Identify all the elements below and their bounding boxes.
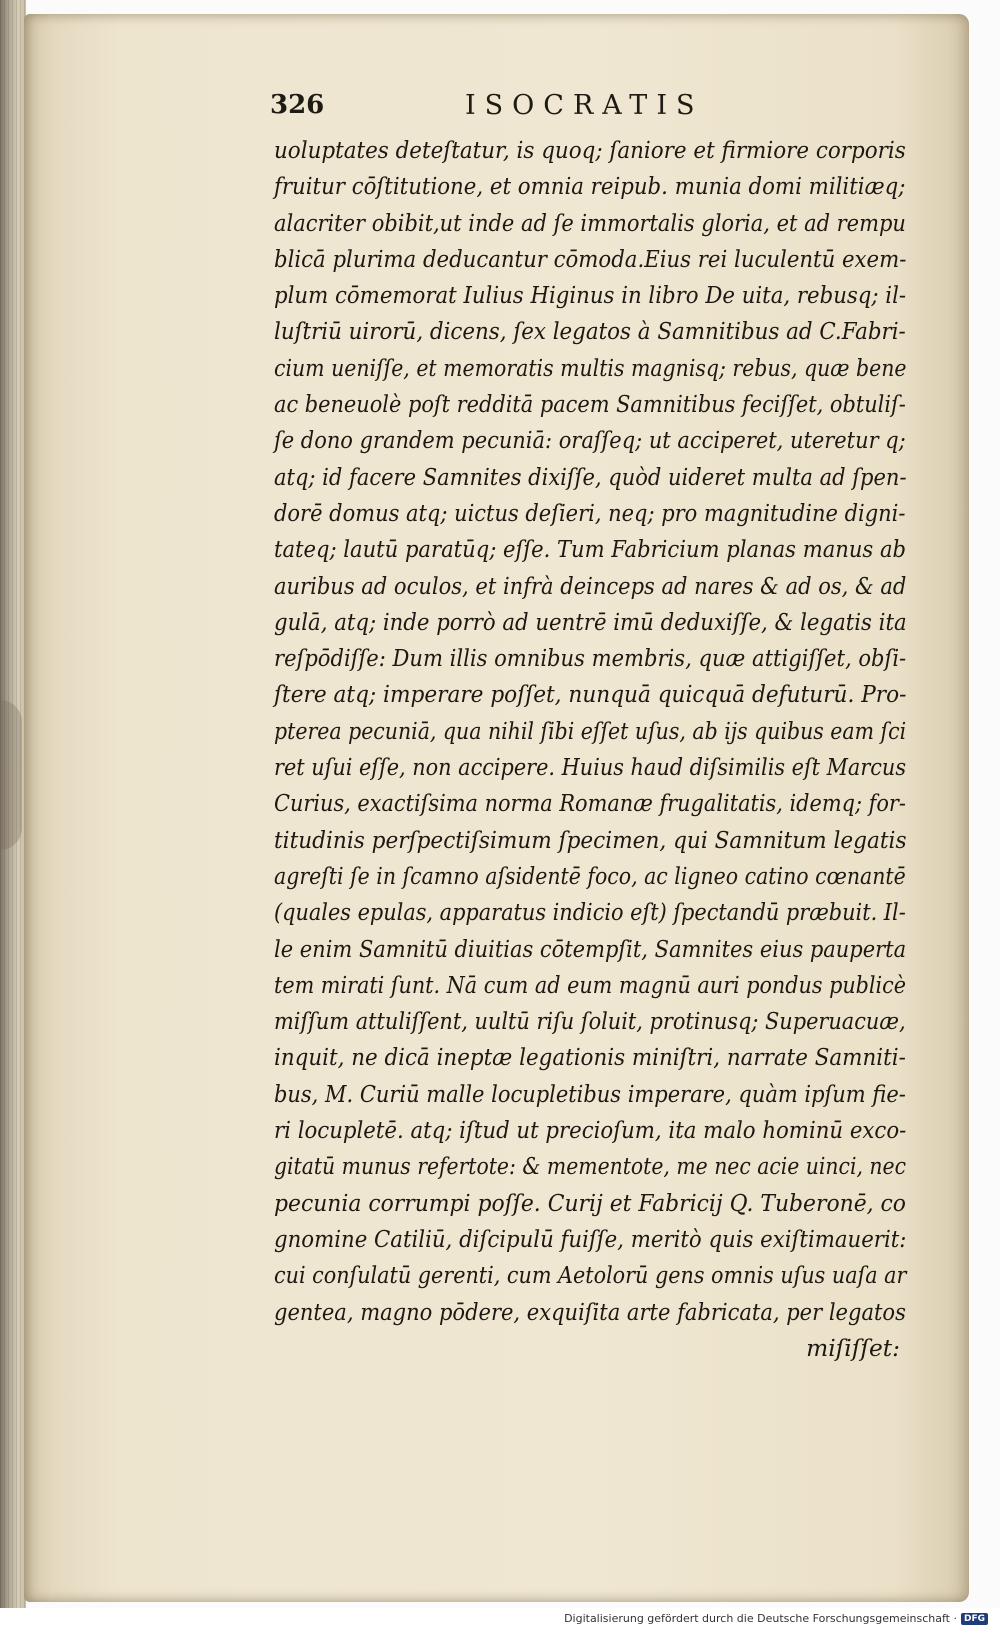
text-line: miſſum attuliſſent, uultū riſu ſoluit, protinusq; Superuacuæ, xyxy=(274,1008,906,1036)
text-line: Curius, exactiſsima norma Romanæ frugalitatis, idemq; for- xyxy=(274,790,906,818)
text-line: blicā plurima deducantur cōmoda.Eius rei luculentū exem- xyxy=(274,245,907,273)
text-line: luſtriū uirorū, dicens, ſex legatos à Samnitibus ad C.Fabri- xyxy=(274,318,906,346)
dfg-logo: DFG xyxy=(961,1613,988,1625)
text-line: tateq; lautū paratūq; eſſe. Tum Fabricium planas manus ab xyxy=(274,536,907,564)
text-line: alacriter obibit,ut inde ad ſe immortalis gloria, et ad rempu xyxy=(274,209,906,237)
catchword: miſiſſet: xyxy=(806,1334,900,1362)
text-line: dorē domus atq; uictus deſieri, neq; pro magnitudine digni- xyxy=(274,499,906,527)
text-line: auribus ad oculos, et infrà deinceps ad nares & ad os, & ad xyxy=(274,572,907,600)
text-line: gitatū munus refertote: & mementote, me nec acie uinci, nec xyxy=(274,1153,906,1181)
book-clip-shadow xyxy=(0,700,22,850)
body-text xyxy=(274,133,906,1367)
text-line: plum cōmemorat Iulius Higinus in libro De uita, rebusq; il- xyxy=(274,282,907,310)
text-line: gentea, magno pōdere, exquiſita arte fabricata, per legatos xyxy=(274,1298,906,1326)
text-line: atq; id facere Samnites dixiſſe, quòd uideret multa ad ſpen- xyxy=(274,463,907,491)
text-line: reſpōdiſſe: Dum illis omnibus membris, quæ attigiſſet, obſi- xyxy=(274,645,907,673)
text-line: ſe dono grandem pecuniā: oraſſeq; ut acciperet, uteretur q; xyxy=(274,427,906,455)
text-line: gulā, atq; inde porrò ad uentrē imū deduxiſſe, & legatis ita xyxy=(274,608,907,636)
text-line: gnomine Catiliū, diſcipulū fuiſſe, meritò quis exiſtimauerit: xyxy=(274,1225,907,1253)
page-number: 326 xyxy=(270,90,325,120)
text-line: agreſti ſe in ſcamno aſsidentē foco, ac ligneo catino cœnantē xyxy=(274,862,906,890)
text-line: pecunia corrumpi poſſe. Curij et Fabricij Q. Tuberonē, co xyxy=(274,1189,906,1217)
footer-credit-text: Digitalisierung gefördert durch die Deutsche Forschungsgemeinschaft · xyxy=(564,1612,957,1625)
text-line: ri locupletē. atq; iſtud ut precioſum, ita malo hominū exco- xyxy=(274,1117,907,1145)
text-line: ret uſui eſſe, non accipere. Huius haud diſsimilis eſt Marcus xyxy=(274,754,907,782)
text-line: titudinis perſpectiſsimum ſpecimen, qui Samnitum legatis xyxy=(274,826,907,854)
text-line: uoluptates deteſtatur, is quoq; ſaniore et firmiore corporis xyxy=(274,137,906,164)
text-line: fruitur cōſtitutione, et omnia reipub. munia domi militiæq; xyxy=(274,173,906,201)
text-line: (quales epulas, apparatus indicio eſt) ſpectandū præbuit. Il- xyxy=(274,899,906,927)
text-line: cium ueniſſe, et memoratis multis magnisq; rebus, quæ bene xyxy=(274,354,907,382)
text-line: le enim Samnitū diuitias cōtempſit, Samnites eius pauperta xyxy=(274,935,907,963)
text-line: ſtere atq; imperare poſſet, nunquā quicquā defuturū. Pro- xyxy=(274,681,907,709)
text-line: inquit, ne dicā ineptæ legationis miniſtri, narrate Samniti- xyxy=(274,1044,906,1072)
running-head: ISOCRATIS xyxy=(465,90,704,121)
text-line: ac beneuolè poſt redditā pacem Samnitibus feciſſet, obtuliſ- xyxy=(274,391,906,419)
text-line: bus, M. Curiū malle locupletibus imperare, quàm ipſum fie- xyxy=(274,1080,906,1108)
text-line: pterea pecuniā, qua nihil ſibi eſſet uſus, ab ijs quibus eam ſci xyxy=(274,717,907,745)
text-line: cui conſulatū gerenti, cum Aetolorū gens omnis uſus uaſa ar xyxy=(274,1262,907,1290)
footer-credit xyxy=(564,1612,988,1625)
text-line: tem mirati ſunt. Nā cum ad eum magnū auri pondus publicè xyxy=(274,971,907,999)
page-header xyxy=(270,90,790,130)
